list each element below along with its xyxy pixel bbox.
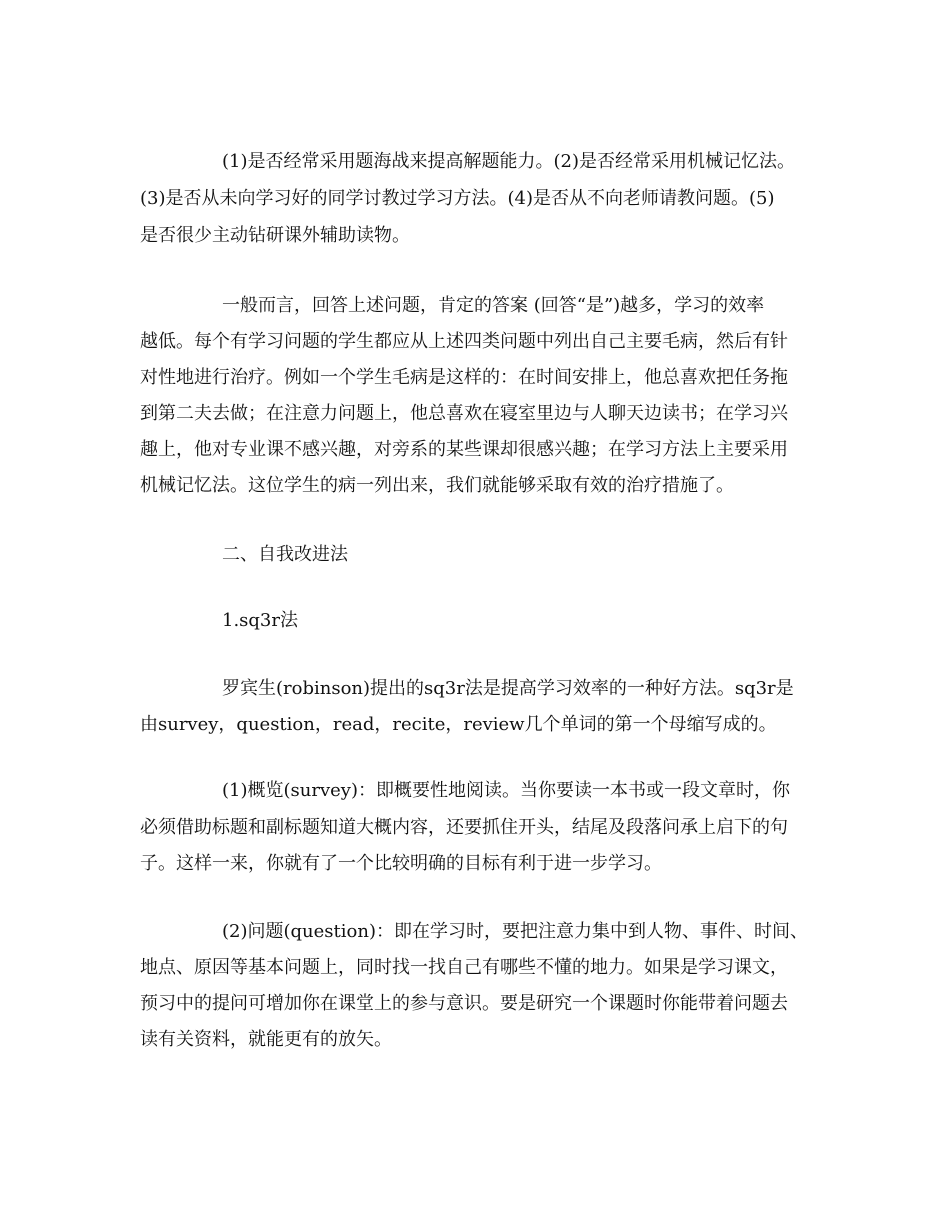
text-line: 机械记忆法。这位学生的病一列出来，我们就能够采取有效的治疗措施了。 bbox=[140, 475, 734, 496]
text-line: (3)是否从未向学习好的同学讨教过学习方法。(4)是否从不向老师请教问题。(5) bbox=[140, 188, 775, 209]
text-line: (1)是否经常采用题海战来提高解题能力。(2)是否经常采用机械记忆法。 bbox=[222, 151, 795, 172]
text-line: 趣上，他对专业课不感兴趣，对旁系的某些课却很感兴趣；在学习方法上主要采用 bbox=[140, 439, 788, 460]
subsection-heading: 1.sq3r法 bbox=[222, 610, 298, 631]
text-line: 预习中的提问可增加你在课堂上的参与意识。要是研究一个课题时你能带着问题去 bbox=[140, 993, 788, 1014]
section-heading: 二、自我改进法 bbox=[222, 544, 348, 565]
text-line: (1)概览(survey)：即概要性地阅读。当你要读一本书或一段文章时，你 bbox=[222, 780, 790, 801]
text-line: (2)问题(question)：即在学习时，要把注意力集中到人物、事件、时间、 bbox=[222, 921, 808, 942]
text-line: 子。这样一来，你就有了一个比较明确的目标有利于进一步学习。 bbox=[140, 853, 662, 874]
text-line: 读有关资料，就能更有的放矢。 bbox=[140, 1029, 392, 1050]
text-line: 是否很少主动钻研课外辅助读物。 bbox=[140, 225, 410, 246]
text-line: 越低。每个有学习问题的学生都应从上述四类问题中列出自己主要毛病，然后有针 bbox=[140, 331, 788, 352]
text-line: 由survey，question，read，recite，review几个单词的第一个母缩写成的。 bbox=[140, 714, 777, 735]
text-line: 到第二夫去做；在注意力问题上，他总喜欢在寝室里边与人聊天边读书；在学习兴 bbox=[140, 403, 788, 424]
text-line: 一般而言，回答上述问题，肯定的答案 (回答“是”)越多，学习的效率 bbox=[222, 295, 765, 316]
text-line: 罗宾生(robinson)提出的sq3r法是提高学习效率的一种好方法。sq3r是 bbox=[222, 678, 794, 699]
text-line: 对性地进行治疗。例如一个学生毛病是这样的：在时间安排上，他总喜欢把任务拖 bbox=[140, 367, 788, 388]
text-line: 必须借助标题和副标题知道大概内容，还要抓住开头，结尾及段落问承上启下的句 bbox=[140, 817, 788, 838]
text-line: 地点、原因等基本问题上，同时找一找自己有哪些不懂的地力。如果是学习课文， bbox=[140, 957, 788, 978]
